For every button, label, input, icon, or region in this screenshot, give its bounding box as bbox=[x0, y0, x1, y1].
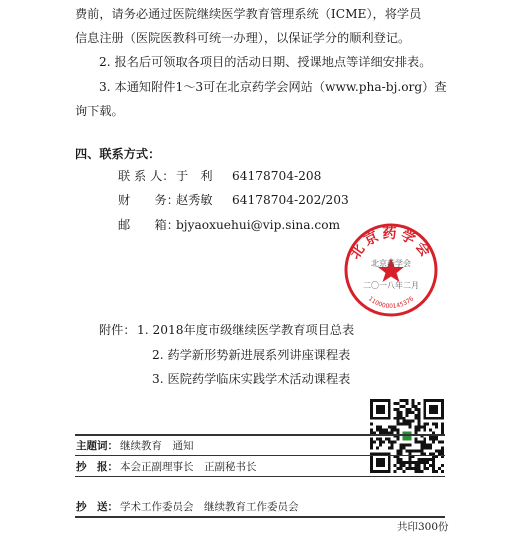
subject-value: 继续教育 通知 bbox=[120, 440, 194, 452]
footer-divider bbox=[75, 516, 445, 518]
svg-text:1100000145376 bbox=[367, 295, 415, 310]
official-seal-icon bbox=[343, 222, 439, 318]
item-3-line-2: 询下载。 bbox=[75, 104, 124, 118]
seal-arc-text: 北京药学会 bbox=[347, 226, 435, 263]
seal-org-text: 北京药学会 bbox=[371, 259, 411, 268]
report-value: 本会正副理事长 正副秘书长 bbox=[120, 461, 257, 473]
contact-row-label: 邮 箱： bbox=[118, 218, 179, 232]
print-count: 共印300份 bbox=[397, 521, 449, 533]
item-3-line-1: 3. 本通知附件1～3可在北京药学会网站（www.pha-bj.org）查 bbox=[99, 80, 447, 94]
paragraph-1-line-1: 费前，请务必通过医院继续医学教育管理系统（ICME），将学员 bbox=[75, 7, 422, 21]
attachment-item: 3. 医院药学临床实践学术活动课程表 bbox=[152, 372, 351, 386]
attachment-item: 2. 药学新形势新进展系列讲座课程表 bbox=[152, 348, 351, 362]
paragraph-1-line-2: 信息注册（医院医教科可统一办理），以保证学分的顺利登记。 bbox=[75, 31, 411, 45]
seal-number-text: 1100000145376 bbox=[366, 295, 416, 310]
contact-row-name: 于 利 bbox=[176, 169, 213, 183]
report-label: 抄 报： bbox=[76, 461, 118, 473]
contact-row-value: 64178704-208 bbox=[232, 169, 322, 183]
send-value: 学术工作委员会 继续教育工作委员会 bbox=[120, 501, 299, 513]
footer-divider bbox=[75, 434, 445, 436]
attachment-item: 1. 2018年度市级继续医学教育项目总表 bbox=[137, 323, 355, 337]
contact-row-label: 财 务： bbox=[118, 193, 179, 207]
footer-divider bbox=[75, 476, 445, 477]
subject-label: 主题词： bbox=[76, 440, 118, 452]
contact-row-value: 64178704-202/203 bbox=[232, 193, 349, 207]
attachments-label: 附件： bbox=[99, 323, 136, 337]
contact-heading: 四、联系方式： bbox=[75, 147, 161, 161]
contact-row-name: 赵秀敏 bbox=[176, 193, 213, 207]
contact-row-label: 联 系 人： bbox=[118, 169, 175, 183]
contact-email[interactable]: bjyaoxuehui@vip.sina.com bbox=[176, 218, 341, 232]
item-2-text: 2. 报名后可领取各项目的活动日期、授课地点等详细安排表。 bbox=[99, 55, 432, 69]
svg-text:北京药学会 bbox=[347, 225, 436, 262]
send-label: 抄 送： bbox=[76, 501, 118, 513]
footer-divider bbox=[75, 455, 445, 456]
seal-date-text: 二〇一八年二月 bbox=[363, 281, 419, 290]
qr-code-icon[interactable] bbox=[370, 399, 444, 473]
